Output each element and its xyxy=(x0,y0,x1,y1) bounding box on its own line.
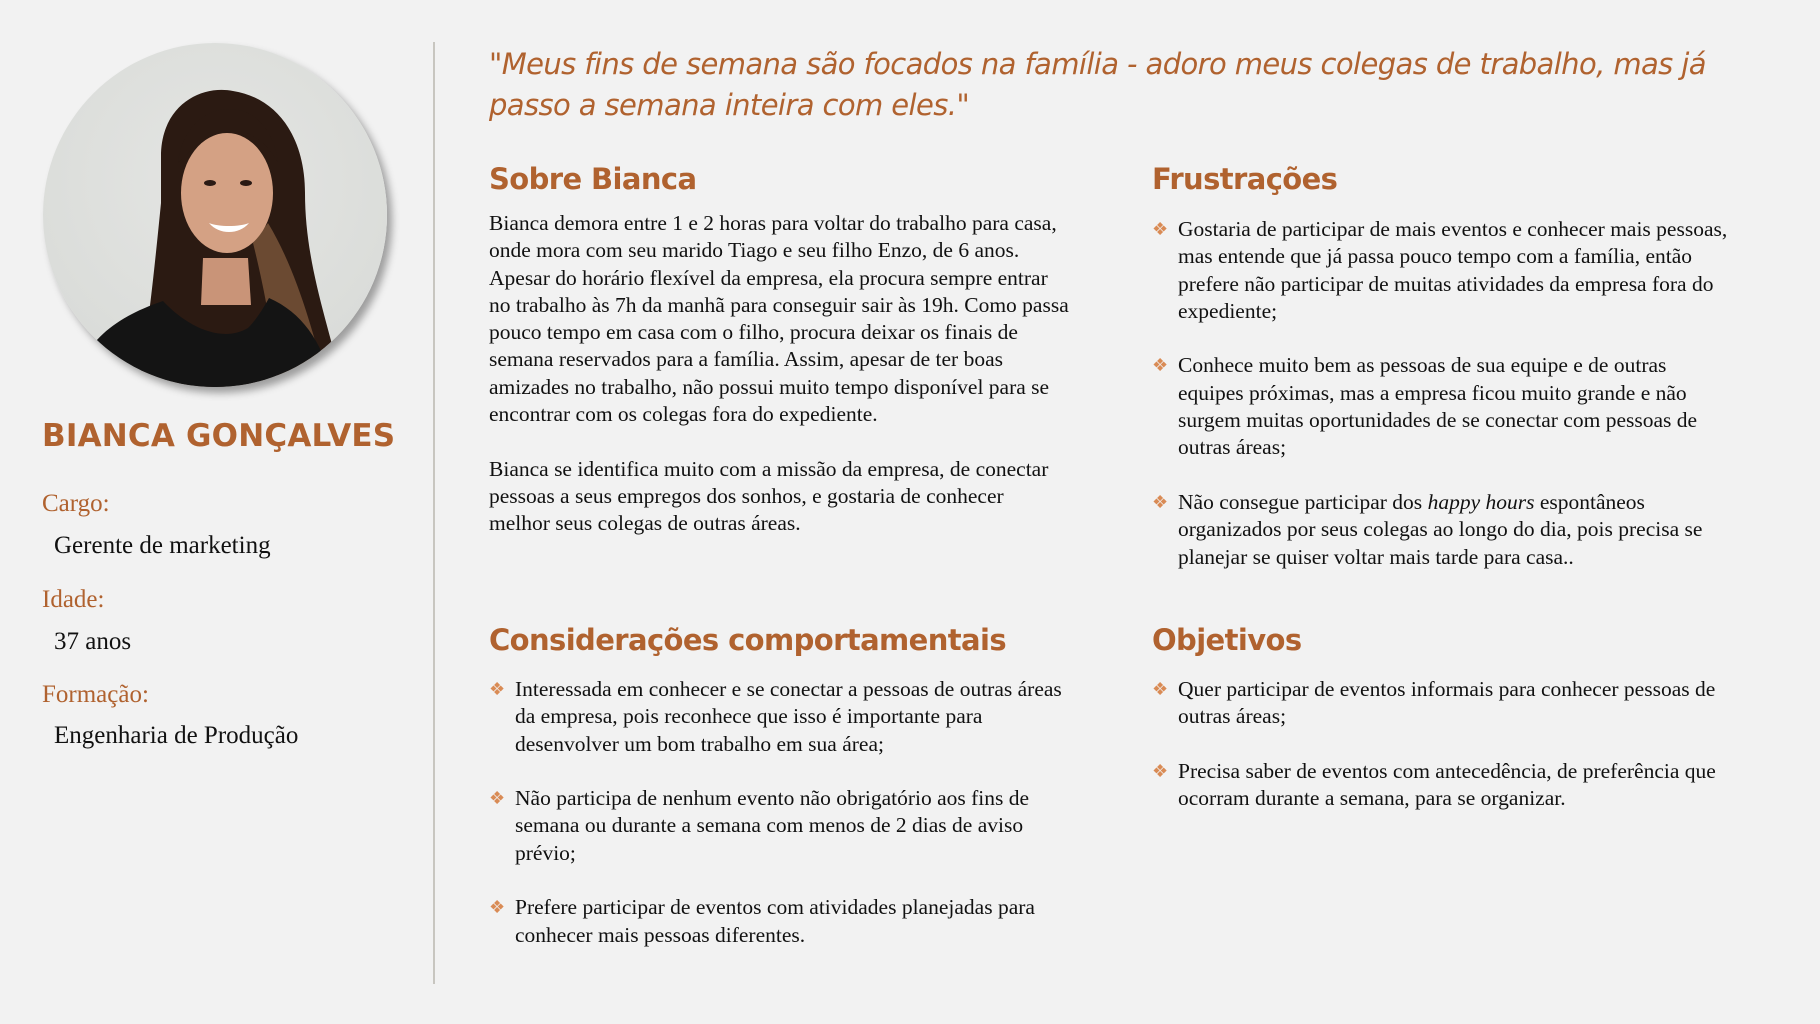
list-item-text: Gostaria de participar de mais eventos e conhecer mais pessoas, mas entende que já passa pouco tempo com a família, então prefere não participar de muitas atividades da empresa fora do expediente; xyxy=(1178,217,1728,323)
persona-photo xyxy=(43,43,387,387)
section-consideracoes-list xyxy=(489,676,1069,976)
emphasis-text: happy hours xyxy=(1427,489,1535,514)
list-item-text: Interessada em conhecer e se conectar a pessoas de outras áreas da empresa, pois reconhece que isso é importante para desenvolver um bom trabalho em sua área; xyxy=(515,677,1062,756)
text-run: espontâneos organizados por seus colegas ao longo do dia, pois precisa se planejar se quiser voltar mais tarde para casa.. xyxy=(1178,489,1703,569)
list-item-text: Não participa de nenhum evento não obrigatório aos fins de semana ou durante a semana com menos de 2 dias de aviso prévio; xyxy=(515,786,1030,865)
text-run: Não consegue participar dos xyxy=(1178,489,1428,514)
list-item-text: Conhece muito bem as pessoas de sua equipe e de outras equipes próximas, mas a empresa ficou muito grande e não surgem muitas oportunidades de se conectar com pessoas de outras áreas; xyxy=(1178,353,1698,460)
list-item xyxy=(1152,676,1732,731)
column-divider xyxy=(433,42,435,984)
section-title-consideracoes: Considerações comportamentais xyxy=(489,623,1007,657)
bullet-diamond-icon: ❖ xyxy=(1152,679,1169,699)
field-value-cargo: Gerente de marketing xyxy=(54,532,271,559)
list-item-text xyxy=(1178,490,1702,569)
list-item xyxy=(1152,489,1732,571)
sobre-paragraph: Bianca demora entre 1 e 2 horas para voltar do trabalho para casa, onde mora com seu marido Tiago e seu filho Enzo, de 6 anos. Apesar do horário flexível da empresa, ela procura sempre entrar no trabalho às 7h da manhã para conseguir sair às 19h. Como passa pouco tempo em casa com o filho, procura deixar os finais de semana reservados para a família. Assim, apesar de ter boas amizades no trabalho, não possui muito tempo disponível para se encontrar com os colegas fora do expediente. xyxy=(489,211,1069,427)
field-label-formacao: Formação: xyxy=(42,681,149,708)
section-sobre-body xyxy=(489,210,1069,565)
section-title-sobre: Sobre Bianca xyxy=(489,162,697,196)
list-item xyxy=(1152,758,1732,813)
bullet-diamond-icon: ❖ xyxy=(489,788,506,809)
section-title-frustracoes: Frustrações xyxy=(1152,162,1338,196)
section-title-objetivos: Objetivos xyxy=(1152,623,1302,657)
list-item xyxy=(489,676,1069,758)
bullet-diamond-icon: ❖ xyxy=(489,679,506,699)
list-item xyxy=(489,894,1069,949)
bullet-diamond-icon: ❖ xyxy=(1152,355,1169,376)
sobre-paragraph: Bianca se identifica muito com a missão da empresa, de conectar pessoas a seus empregos dos sonhos, e gostaria de conhecer melhor seus colegas de outras áreas. xyxy=(489,456,1049,536)
bullet-diamond-icon: ❖ xyxy=(1152,491,1169,512)
field-label-idade: Idade: xyxy=(42,586,105,613)
list-item-text: Precisa saber de eventos com antecedência, de preferência que ocorram durante a semana, para se organizar. xyxy=(1178,758,1716,811)
field-value-idade: 37 anos xyxy=(54,628,132,655)
bullet-diamond-icon: ❖ xyxy=(1152,760,1169,781)
list-item xyxy=(1152,352,1732,461)
list-item-text: Prefere participar de eventos com atividades planejadas para conhecer mais pessoas diferentes. xyxy=(515,895,1035,947)
field-label-cargo: Cargo: xyxy=(42,490,110,517)
bullet-diamond-icon: ❖ xyxy=(489,897,506,918)
list-item xyxy=(1152,216,1732,325)
section-frustracoes-list xyxy=(1152,216,1732,598)
section-objetivos-list xyxy=(1152,676,1732,840)
persona-name: BIANCA GONÇALVES xyxy=(42,418,396,454)
bullet-diamond-icon: ❖ xyxy=(1152,219,1169,239)
persona-portrait-illustration xyxy=(43,43,387,387)
list-item xyxy=(489,785,1069,867)
list-item-text: Quer participar de eventos informais para conhecer pessoas de outras áreas; xyxy=(1178,677,1716,729)
persona-quote: "Meus fins de semana são focados na família - adoro meus colegas de trabalho, mas já passo a semana inteira com eles." xyxy=(489,47,1706,122)
field-value-formacao: Engenharia de Produção xyxy=(54,722,299,749)
